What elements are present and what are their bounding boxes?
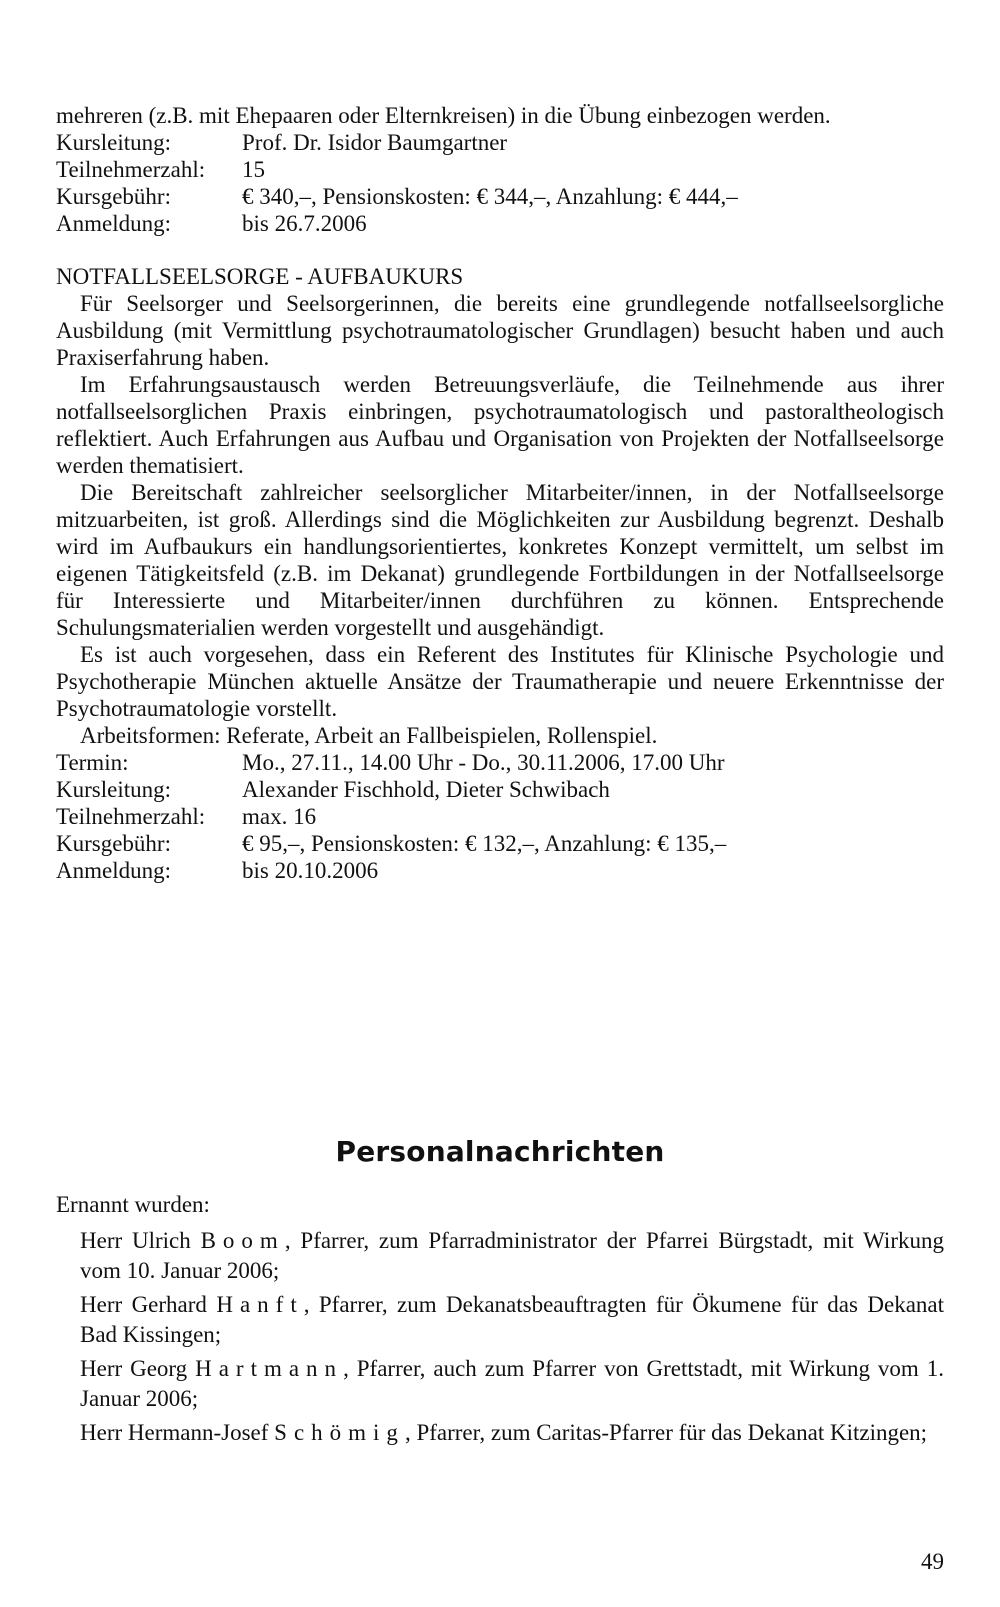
- detail-value: 15: [242, 157, 265, 182]
- course-paragraph: Für Seelsorger und Seelsorgerinnen, die bereits eine grundlegende notfallseelsorgliche Ausbildung (mit Vermittlung psychotraumatologischer Grundlagen) besucht haben und auch Praxiserfahrung haben.: [56, 291, 944, 370]
- detail-label: Anmeldung:: [56, 858, 171, 883]
- entry-prefix: Herr Ulrich: [80, 1228, 201, 1253]
- previous-course-details: [56, 129, 944, 237]
- entry-prefix: Herr Georg: [80, 1356, 196, 1381]
- detail-label: Teilnehmerzahl:: [56, 157, 206, 182]
- detail-label: Teilnehmerzahl:: [56, 804, 206, 829]
- detail-value: max. 16: [242, 804, 317, 829]
- detail-row: [56, 156, 944, 183]
- course-description: [56, 290, 944, 749]
- detail-row: [56, 183, 944, 210]
- entry-text: , Pfarrer, zum Caritas-Pfarrer für das Dekanat Kitzingen;: [404, 1420, 928, 1445]
- entry-text: , Pfarrer, auch zum Pfarrer von Grettstadt, mit Wirkung vom 1. Januar 2006;: [80, 1356, 944, 1411]
- list-item: [56, 1290, 944, 1350]
- detail-row: [56, 129, 944, 156]
- course-paragraph: Die Bereitschaft zahlreicher seelsorglicher Mitarbeiter/innen, in der Notfallseelsorge mitzuarbeiten, ist groß. Allerdings sind die Möglichkeiten zur Ausbildung begrenzt. Deshalb wird im Aufbaukurs ein handlungsorientiertes, konkretes Konzept vermittelt, um selbst im eigenen Tätigkeitsfeld (z.B. im Dekanat) grundlegende Fortbildungen in der Notfallseelsorge für Interessierte und Mitarbeiter/innen durchführen zu können. Entsprechende Schulungsmaterialien werden vorgestellt und ausgehändigt.: [56, 480, 944, 640]
- detail-value: € 95,–, Pensionskosten: € 132,–, Anzahlung: € 135,–: [242, 831, 727, 856]
- detail-label: Kursgebühr:: [56, 184, 171, 209]
- detail-row: [56, 749, 944, 776]
- detail-value: Mo., 27.11., 14.00 Uhr - Do., 30.11.2006, 17.00 Uhr: [242, 750, 725, 775]
- entry-surname: Hanft: [216, 1292, 304, 1317]
- detail-label: Kursleitung:: [56, 777, 171, 802]
- entry-surname: Hartmann: [195, 1356, 344, 1381]
- detail-row: [56, 803, 944, 830]
- list-item: [56, 1226, 944, 1286]
- detail-value: Prof. Dr. Isidor Baumgartner: [242, 130, 508, 155]
- detail-label: Kursleitung:: [56, 130, 171, 155]
- course-paragraph: Im Erfahrungsaustausch werden Betreuungsverläufe, die Teilnehmende aus ihrer notfallseelsorglichen Praxis einbringen, psychotraumatologisch und pastoraltheologisch reflektiert. Auch Erfahrungen aus Aufbau und Organisation von Projekten der Notfallseelsorge werden thematisiert.: [56, 372, 944, 478]
- detail-value: bis 20.10.2006: [242, 858, 379, 883]
- page-number: 49: [921, 1549, 944, 1574]
- entry-surname: Boom: [200, 1228, 285, 1253]
- page-body: [56, 102, 944, 884]
- detail-value: Alexander Fischhold, Dieter Schwibach: [242, 777, 610, 802]
- entry-text: , Pfarrer, zum Dekanatsbeauftragten für Ökumene für das Dekanat Bad Kissingen;: [80, 1292, 945, 1347]
- detail-row: [56, 776, 944, 803]
- course-paragraph: Arbeitsformen: Referate, Arbeit an Fallbeispielen, Rollenspiel.: [80, 723, 658, 748]
- detail-label: Kursgebühr:: [56, 831, 171, 856]
- entry-prefix: Herr Gerhard: [80, 1292, 217, 1317]
- appointments-intro: Ernannt wurden:: [56, 1192, 210, 1217]
- entry-prefix: Herr Hermann-Josef: [80, 1420, 275, 1445]
- entry-surname: Schömig: [274, 1420, 405, 1445]
- detail-row: [56, 857, 944, 884]
- entry-text: , Pfarrer, zum Pfarradministrator der Pfarrei Bürgstadt, mit Wirkung vom 10. Januar 2006;: [80, 1228, 944, 1283]
- detail-value: € 340,–, Pensionskosten: € 344,–, Anzahlung: € 444,–: [242, 184, 738, 209]
- course-details: [56, 749, 944, 884]
- course-title: NOTFALLSEELSORGE - AUFBAUKURS: [56, 264, 464, 289]
- list-item: [56, 1354, 944, 1414]
- list-item: [56, 1418, 944, 1448]
- course-paragraph: Es ist auch vorgesehen, dass ein Referent des Institutes für Klinische Psychologie und Psychotherapie München aktuelle Ansätze der Traumatherapie und neuere Erkenntnisse der Psychotraumatologie vorstellt.: [56, 642, 944, 721]
- detail-label: Termin:: [56, 750, 129, 775]
- appointments-list: [56, 1190, 944, 1452]
- section-heading: Personalnachrichten: [335, 1135, 665, 1168]
- detail-row: [56, 210, 944, 237]
- continuation-text: mehreren (z.B. mit Ehepaaren oder Elternkreisen) in die Übung einbezogen werden.: [56, 103, 831, 128]
- detail-label: Anmeldung:: [56, 211, 171, 236]
- detail-value: bis 26.7.2006: [242, 211, 367, 236]
- detail-row: [56, 830, 944, 857]
